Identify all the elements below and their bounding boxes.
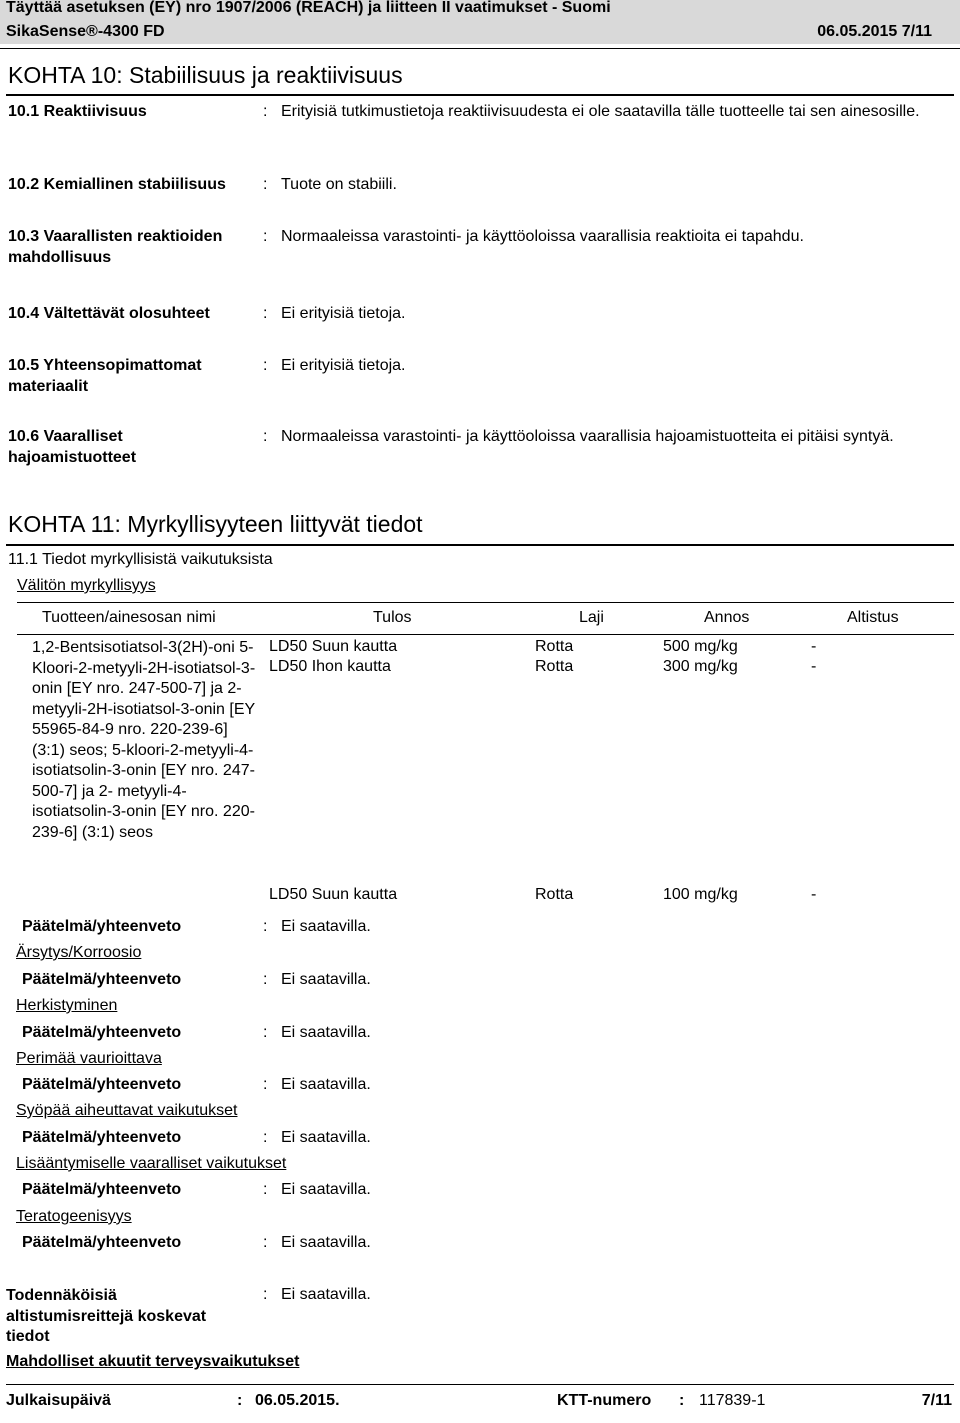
conclusion-label: Päätelmä/yhteenveto bbox=[22, 1129, 182, 1146]
col-header-dose: Annos bbox=[704, 609, 750, 626]
item-10-5-label: 10.5 Yhteensopimattomat materiaalit bbox=[8, 357, 202, 395]
category-mutagenicity: Perimää vaurioittava bbox=[16, 1050, 162, 1067]
table-row-2-species: Rotta bbox=[535, 658, 574, 675]
conclusion-value: Ei saatavilla. bbox=[281, 918, 371, 935]
colon: : bbox=[263, 1129, 268, 1146]
item-10-3-value: Normaaleissa varastointi- ja käyttöoloissa vaarallisia reaktioita ei tapahdu. bbox=[281, 228, 804, 245]
item-10-4-label: 10.4 Vältettävät olosuhteet bbox=[8, 305, 210, 322]
col-header-species: Laji bbox=[579, 609, 604, 626]
conclusion-label: Päätelmä/yhteenveto bbox=[22, 918, 182, 935]
exposure-routes-label: Todennäköisiä altistumisreittejä koskevat tiedot bbox=[6, 1287, 207, 1345]
table-row-3-dose: 100 mg/kg bbox=[663, 886, 738, 903]
category-teratogenicity: Teratogeenisyys bbox=[16, 1208, 132, 1225]
footer-ktt-value: 117839-1 bbox=[699, 1392, 766, 1409]
colon: : bbox=[263, 1286, 268, 1303]
table-row-2-result: LD50 Ihon kautta bbox=[269, 658, 391, 675]
table-row-3-species: Rotta bbox=[535, 886, 574, 903]
conclusion-label: Päätelmä/yhteenveto bbox=[22, 1181, 182, 1198]
table-row-3-exposure: - bbox=[811, 886, 817, 903]
section11-heading: KOHTA 11: Myrkyllisyyteen liittyvät tiedot bbox=[8, 511, 423, 537]
footer-issue-label: Julkaisupäivä bbox=[6, 1392, 111, 1409]
table-row-2-dose: 300 mg/kg bbox=[663, 658, 738, 675]
item-10-1-value: Erityisiä tutkimustietoja reaktiivisuudesta ei ole saatavilla tälle tuotteelle tai sen ainesosille. bbox=[281, 103, 920, 120]
colon: : bbox=[263, 305, 268, 322]
section11-subheading: 11.1 Tiedot myrkyllisistä vaikutuksista bbox=[8, 551, 273, 568]
product-name: SikaSense®-4300 FD bbox=[6, 23, 165, 40]
item-10-5-value: Ei erityisiä tietoja. bbox=[281, 357, 406, 374]
colon: : bbox=[263, 1181, 268, 1198]
item-10-2-value: Tuote on stabiili. bbox=[281, 176, 397, 193]
colon: : bbox=[237, 1392, 243, 1409]
footer-issue-date: 06.05.2015. bbox=[255, 1392, 340, 1409]
item-10-6-label: 10.6 Vaaralliset hajoamistuotteet bbox=[8, 428, 137, 466]
acute-effects-title: Mahdolliset akuutit terveysvaikutukset bbox=[6, 1353, 300, 1370]
table-row-3-result: LD50 Suun kautta bbox=[269, 886, 398, 903]
colon: : bbox=[263, 428, 268, 445]
colon: : bbox=[263, 918, 268, 935]
conclusion-value: Ei saatavilla. bbox=[281, 971, 371, 988]
item-10-6-value: Normaaleissa varastointi- ja käyttöoloissa vaarallisia hajoamistuotteita ei pitäisi syntyä. bbox=[281, 428, 894, 445]
conclusion-label: Päätelmä/yhteenveto bbox=[22, 1234, 182, 1251]
conclusion-value: Ei saatavilla. bbox=[281, 1181, 371, 1198]
item-10-3-label: 10.3 Vaarallisten reaktioiden mahdollisuus bbox=[8, 228, 223, 266]
item-10-2-label: 10.2 Kemiallinen stabiilisuus bbox=[8, 176, 226, 193]
item-10-4-value: Ei erityisiä tietoja. bbox=[281, 305, 406, 322]
table-top-rule bbox=[17, 602, 954, 603]
footer-page: 7/11 bbox=[921, 1392, 952, 1409]
colon: : bbox=[263, 357, 268, 374]
item-10-1-label: 10.1 Reaktiivisuus bbox=[8, 103, 147, 120]
category-irritation: Ärsytys/Korroosio bbox=[16, 944, 142, 961]
col-header-exposure: Altistus bbox=[847, 609, 899, 626]
section10-heading: KOHTA 10: Stabiilisuus ja reaktiivisuus bbox=[8, 62, 403, 88]
header-date-page: 06.05.2015 7/11 bbox=[817, 23, 932, 40]
col-header-result: Tulos bbox=[373, 609, 412, 626]
colon: : bbox=[679, 1392, 685, 1409]
table-row-2-exposure: - bbox=[811, 658, 817, 675]
colon: : bbox=[263, 971, 268, 988]
colon: : bbox=[263, 103, 268, 120]
colon: : bbox=[263, 1234, 268, 1251]
conclusion-value: Ei saatavilla. bbox=[281, 1076, 371, 1093]
category-sensitization: Herkistyminen bbox=[16, 997, 118, 1014]
conclusion-value: Ei saatavilla. bbox=[281, 1234, 371, 1251]
table-row-1-exposure: - bbox=[811, 638, 817, 655]
table-row-1-dose: 500 mg/kg bbox=[663, 638, 738, 655]
colon: : bbox=[263, 228, 268, 245]
category-reproductive: Lisääntymiselle vaaralliset vaikutukset bbox=[16, 1155, 287, 1172]
exposure-routes-value: Ei saatavilla. bbox=[281, 1286, 371, 1303]
section10-rule bbox=[6, 94, 954, 96]
footer-rule bbox=[6, 1384, 954, 1385]
conclusion-label: Päätelmä/yhteenveto bbox=[22, 1024, 182, 1041]
footer-ktt-label: KTT-numero bbox=[557, 1392, 652, 1409]
table-row-1-species: Rotta bbox=[535, 638, 574, 655]
category-carcinogenicity: Syöpää aiheuttavat vaikutukset bbox=[16, 1102, 238, 1119]
conclusion-label: Päätelmä/yhteenveto bbox=[22, 1076, 182, 1093]
colon: : bbox=[263, 1024, 268, 1041]
table-header-rule bbox=[17, 634, 954, 635]
conclusion-value: Ei saatavilla. bbox=[281, 1129, 371, 1146]
section11-rule bbox=[6, 544, 954, 546]
colon: : bbox=[263, 1076, 268, 1093]
col-header-name: Tuotteen/ainesosan nimi bbox=[42, 609, 216, 626]
conclusion-value: Ei saatavilla. bbox=[281, 1024, 371, 1041]
conclusion-label: Päätelmä/yhteenveto bbox=[22, 971, 182, 988]
colon: : bbox=[263, 176, 268, 193]
substance-name: 1,2-Bentsisotiatsol-3(2H)-oni 5-Kloori-2-metyyli-2H-isotiatsol-3-onin [EY nro. 247-500-7] ja 2-metyyli-2H-isotiatsol-3-onin [EY 55965-84-9 nro. 220-239-6] (3:1) seos; 5-kloori-2-metyyli-4-isotiatsolin-3-onin [EY nro. 247-500-7] ja 2- metyyli-4-isotiatsolin-3-onin [EY nro. 220-239-6] (3:1) seos bbox=[32, 639, 256, 841]
header-rule bbox=[0, 48, 960, 49]
acute-toxicity-title: Välitön myrkyllisyys bbox=[17, 577, 156, 594]
table-row-1-result: LD50 Suun kautta bbox=[269, 638, 398, 655]
regulation-title: Täyttää asetuksen (EY) nro 1907/2006 (REACH) ja liitteen II vaatimukset - Suomi bbox=[6, 0, 611, 16]
